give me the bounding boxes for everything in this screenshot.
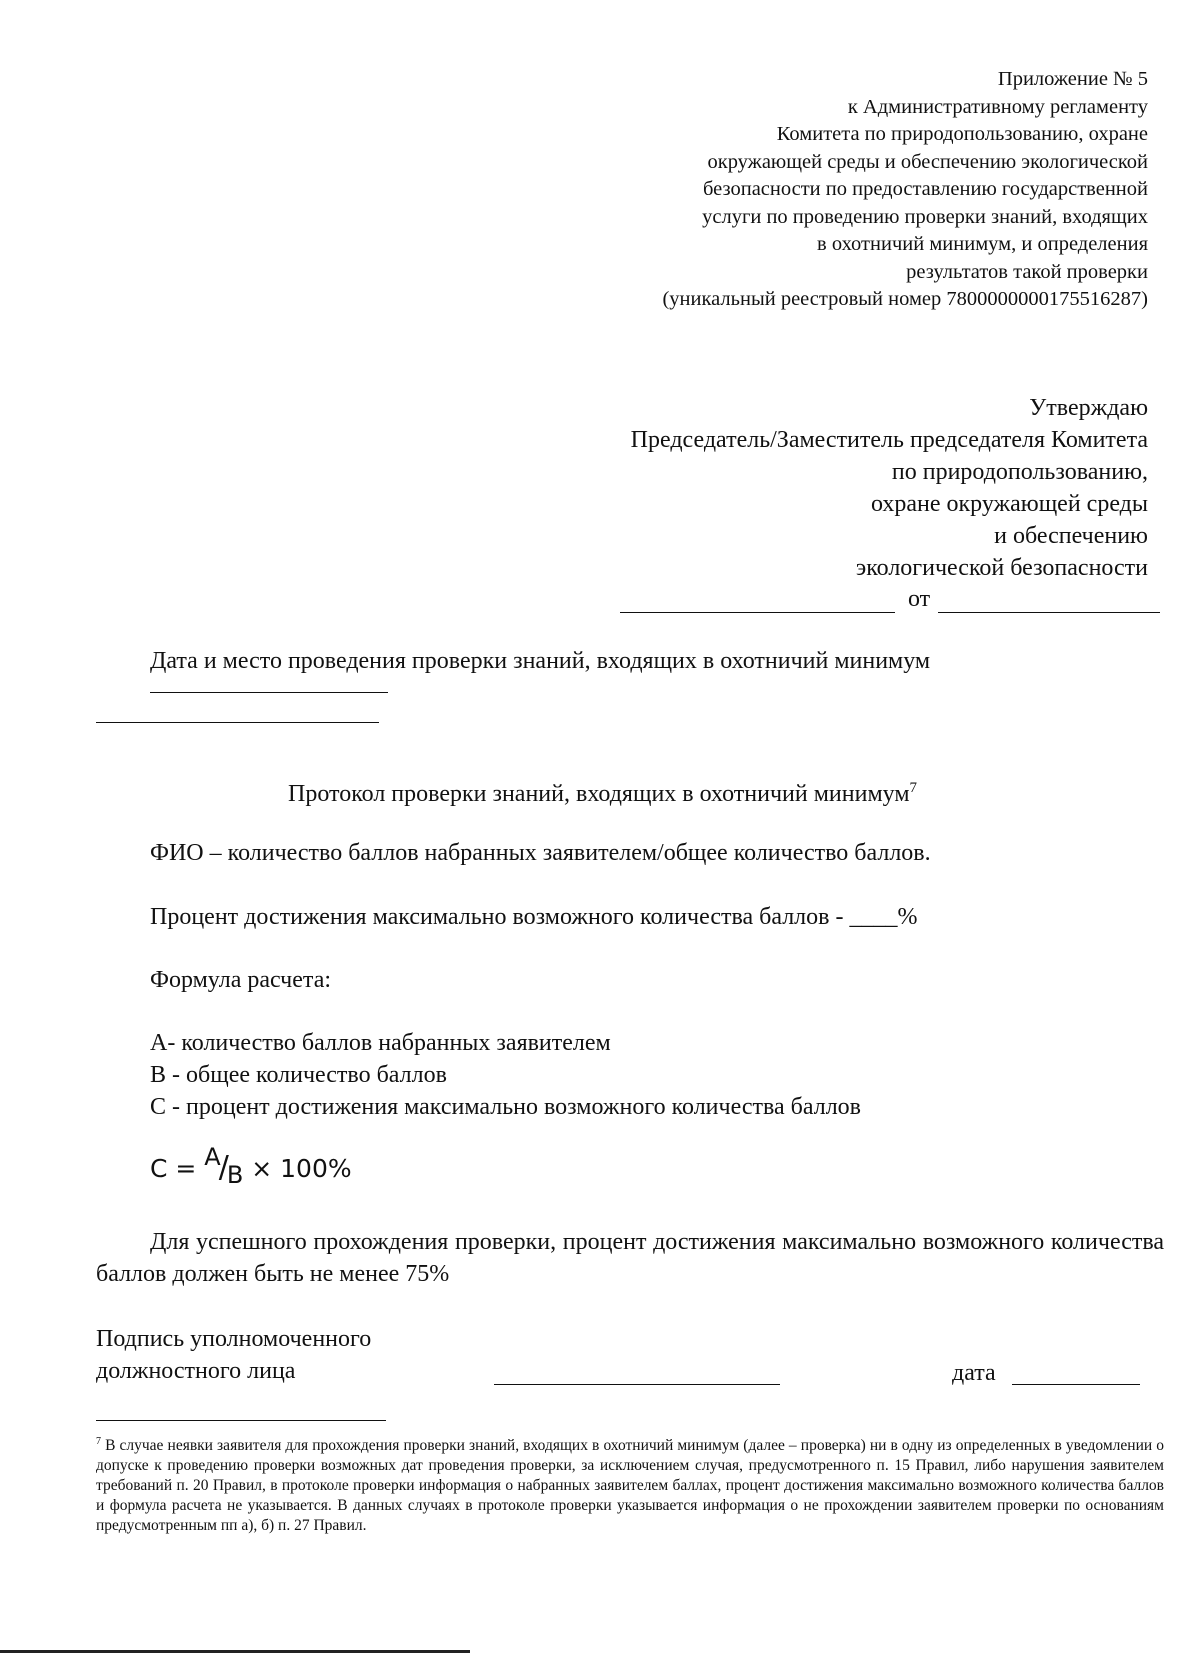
formula-numerator: A xyxy=(204,1143,221,1171)
success-paragraph: Для успешного прохождения проверки, процент достижения максимально возможного количества баллов должен быть не менее 75% xyxy=(96,1229,1164,1287)
formula xyxy=(150,1143,352,1189)
definition-b: В - общее количество баллов xyxy=(150,1062,447,1088)
appendix-line: услуги по проведению проверки знаний, входящих xyxy=(702,205,1148,228)
appendix-line: окружающей среды и обеспечению экологической xyxy=(707,150,1148,173)
place-blank xyxy=(96,722,379,723)
formula-rhs: × 100% xyxy=(243,1154,352,1183)
footnote-text: В случае неявки заявителя для прохождения проверки знаний, входящих в охотничий минимум (далее – проверка) ни в одну из определенных в уведомлении о допуске к проведению проверки возможных дат проведения проверки, за исключением случая, предусмотренного п. 15 Правил, либо нарушения заявителем требований п. 20 Правил, в протоколе проверки информация о набранных заявителем баллах, процент достижения максимально возможного количества баллов и формула расчета не указывается. В данных случаях в протоколе проверки указывается информация о не прохождении заявителем проверки по основаниям предусмотренным пп а), б) п. 27 Правил. xyxy=(96,1437,1164,1535)
formula-slash: / xyxy=(218,1150,229,1185)
appendix-line: результатов такой проверки xyxy=(906,260,1148,283)
formula-denominator: B xyxy=(226,1161,244,1189)
footnote xyxy=(96,1432,1164,1536)
approval-signature-row xyxy=(620,586,1160,616)
approval-line: экологической безопасности xyxy=(855,555,1148,581)
approval-date-blank xyxy=(938,612,1160,613)
signature-label-line2: должностного лица xyxy=(96,1358,296,1384)
approval-signature-blank xyxy=(620,612,895,613)
approval-line: Утверждаю xyxy=(1029,395,1148,421)
appendix-line: в охотничий минимум, и определения xyxy=(817,233,1148,255)
approval-line: по природопользованию, xyxy=(891,459,1148,485)
protocol-title xyxy=(288,773,917,810)
percent-line: Процент достижения максимально возможного количества баллов - ____% xyxy=(150,904,918,930)
protocol-title-text: Протокол проверки знаний, входящих в охотничий минимум xyxy=(288,781,910,807)
signature-label-line1: Подпись уполномоченного xyxy=(96,1326,372,1352)
approval-from-label: от xyxy=(908,586,931,612)
approval-line: и обеспечению xyxy=(994,523,1148,549)
approval-line: Председатель/Заместитель председателя Комитета xyxy=(630,427,1148,453)
formula-lhs: C = xyxy=(150,1154,205,1183)
appendix-line: Комитета по природопользованию, охране xyxy=(776,123,1148,145)
appendix-line: Приложение № 5 xyxy=(997,68,1148,90)
appendix-line: к Административному регламенту xyxy=(847,95,1148,118)
date-blank xyxy=(150,692,388,693)
definition-c: С - процент достижения максимально возможного количества баллов xyxy=(150,1094,861,1120)
scan-edge-line xyxy=(0,1650,470,1653)
appendix-line: (уникальный реестровый номер 7800000000175516287) xyxy=(662,288,1148,310)
footnote-ref: 7 xyxy=(909,780,918,796)
footnote-mark: 7 xyxy=(96,1436,101,1447)
approval-line: охране окружающей среды xyxy=(870,491,1148,517)
signature-blank xyxy=(494,1384,780,1385)
date-place-label: Дата и место проведения проверки знаний, входящих в охотничий минимум xyxy=(150,648,931,674)
footnote-separator xyxy=(96,1420,386,1421)
appendix-line: безопасности по предоставлению государственной xyxy=(702,178,1148,200)
approval-block xyxy=(388,392,1148,584)
signature-date-label: дата xyxy=(952,1360,996,1386)
formula-label: Формула расчета: xyxy=(150,967,332,993)
signature-date-blank xyxy=(1012,1384,1140,1385)
definition-a: А- количество баллов набранных заявителем xyxy=(150,1030,611,1056)
fio-line: ФИО – количество баллов набранных заявителем/общее количество баллов. xyxy=(150,840,931,866)
appendix-header xyxy=(508,66,1148,314)
